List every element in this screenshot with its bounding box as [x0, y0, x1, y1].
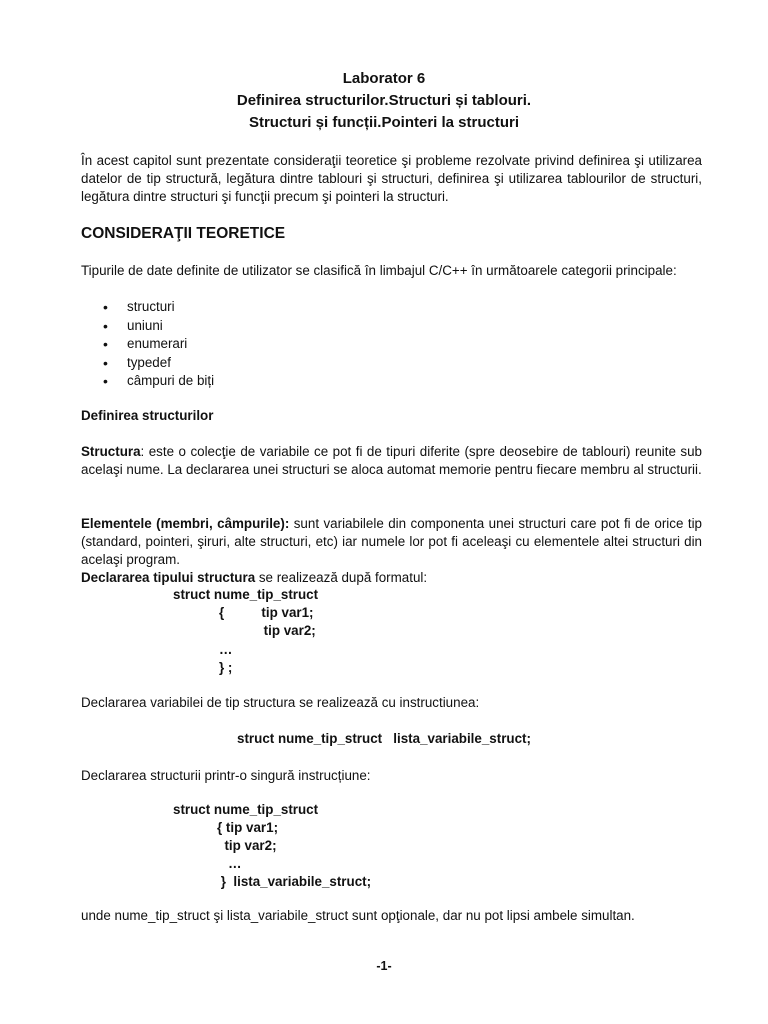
- code-line: { tip var1;: [219, 605, 314, 620]
- declarare-singura-paragraph: Declararea structurii printr-o singură instrucțiune:: [81, 768, 371, 783]
- declarare-variabila-paragraph: Declararea variabilei de tip structura se realizează cu instructiunea:: [81, 695, 480, 710]
- list-item: • enumerari: [81, 335, 702, 354]
- list-item: • typedef: [81, 354, 702, 373]
- code-line: } ;: [219, 660, 233, 675]
- code-line: { tip var1;: [217, 820, 279, 835]
- types-intro-paragraph: Tipurile de date definite de utilizator se clasifică în limbajul C/C++ în următoarele categorii principale:: [81, 263, 677, 278]
- structura-term: Structura: [81, 444, 141, 459]
- title-line-2: Definirea structurilor.Structuri și tablouri.: [236, 92, 532, 109]
- elemente-term: Elementele (membri, câmpurile):: [81, 516, 290, 531]
- intro-paragraph: În acest capitol sunt prezentate consideraţii teoretice şi probleme rezolvate privind definirea şi utilizarea datelor de tip structură, legătura dintre tablouri şi structuri, definirea şi utilizarea tablourilor de structuri, legătura dintre structuri şi funcţii precum şi pointeri la structuri.: [81, 153, 702, 204]
- section-heading: CONSIDERAŢII TEORETICE: [81, 225, 286, 242]
- code-line: tip var2;: [219, 623, 316, 638]
- declarare-tip-paragraph: [81, 569, 702, 587]
- code-line: } lista_variabile_struct;: [217, 874, 372, 889]
- code-line: struct nume_tip_struct: [173, 802, 319, 817]
- unde-paragraph: unde nume_tip_struct şi lista_variabile_struct sunt opţionale, dar nu pot lipsi ambele simultan.: [81, 908, 635, 923]
- page-number: -1-: [376, 959, 392, 973]
- list-item: • structuri: [81, 298, 702, 317]
- code-line: …: [217, 856, 242, 871]
- type-list: [81, 298, 702, 391]
- list-item: • câmpuri de biți: [81, 372, 702, 391]
- elemente-text: sunt variabilele din componenta unei structuri care pot fi de orice tip (standard, pointeri, şiruri, alte structuri, etc) iar numele lor pot fi aceleaşi cu elementele altei structuri din acelaşi program.: [81, 516, 702, 567]
- elemente-paragraph: [81, 515, 702, 569]
- code-line: struct nume_tip_struct: [173, 587, 319, 602]
- code-variable-declaration: struct nume_tip_struct lista_variabile_struct;: [237, 731, 531, 746]
- list-item: • uniuni: [81, 317, 702, 336]
- document-title: [0, 68, 768, 134]
- structura-paragraph: [81, 443, 702, 479]
- structura-text: : este o colecţie de variabile ce pot fi de tipuri diferite (spre deosebire de tablouri) reunite sub acelaşi nume. La declararea unei structuri se aloca automat memorie pentru fiecare membru al structurii.: [81, 444, 702, 477]
- code-line: …: [219, 642, 233, 657]
- title-line-3: Structuri și funcții.Pointeri la structuri: [248, 114, 520, 131]
- declarare-tip-text: se realizează după formatul:: [255, 570, 428, 585]
- subheading: Definirea structurilor: [81, 408, 214, 423]
- declarare-tip-term: Declararea tipului structura: [81, 570, 256, 585]
- code-line: tip var2;: [217, 838, 277, 853]
- title-line-1: Laborator 6: [342, 70, 426, 87]
